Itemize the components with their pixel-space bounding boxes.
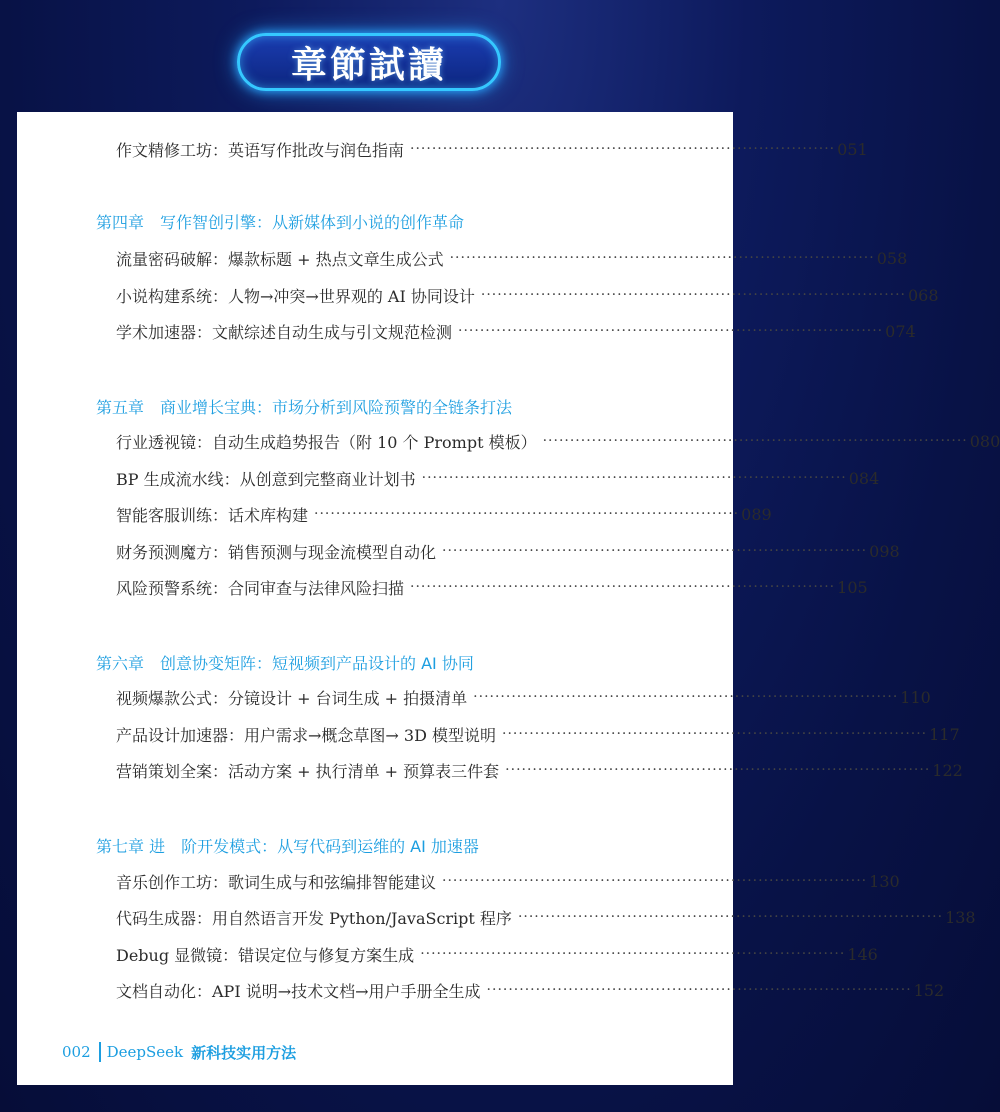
toc-leader: ··············································································: [473, 689, 899, 705]
chapter-heading-7: [96, 831, 479, 859]
toc-entry-page: 058: [876, 248, 908, 268]
section-badge: [237, 33, 501, 91]
toc-entry-page: 080: [969, 431, 1000, 451]
toc-leader: ··············································································: [410, 579, 836, 595]
chapter-number: 第七章 进: [96, 836, 166, 856]
chapter-title: 创意协变矩阵：短视频到产品设计的 AI 协同: [160, 653, 474, 673]
toc-entry-title: Debug 显微镜：错误定位与修复方案生成: [116, 945, 415, 965]
toc-entry-title: 学术加速器：文献综述自动生成与引文规范检测: [116, 322, 453, 342]
toc-leader: ··············································································: [410, 141, 836, 157]
toc-entry-page: 098: [869, 541, 900, 561]
toc-leader: ··············································································: [449, 250, 875, 266]
toc-entry-page: 138: [945, 907, 976, 927]
chapter-title: 阶开发模式：从写代码到运维的 AI 加速器: [181, 836, 479, 856]
toc-entry-page: 130: [869, 871, 900, 891]
toc-entry-title: 产品设计加速器：用户需求→概念草图→ 3D 模型说明: [116, 725, 496, 745]
toc-leader: ··············································································: [458, 323, 884, 339]
toc-entry: [116, 318, 916, 344]
toc-entry-page: 117: [929, 724, 960, 744]
toc-entry: [116, 721, 960, 747]
toc-entry-title: 营销策划全案：活动方案 + 执行清单 + 预算表三件套: [116, 761, 500, 781]
footer-divider: [99, 1042, 101, 1062]
toc-leader: ··············································································: [517, 909, 944, 925]
footer-book-subtitle: 新科技实用方法: [191, 1043, 297, 1062]
toc-entry-title: 作文精修工坊：英语写作批改与润色指南: [116, 140, 405, 160]
toc-entry: [116, 245, 908, 271]
toc-entry-page: 122: [932, 760, 963, 780]
toc-entry-title: 流量密码破解：爆款标题 + 热点文章生成公式: [116, 249, 444, 269]
footer-brand: DeepSeek: [106, 1043, 184, 1061]
toc-entry-title: 风险预警系统：合同审查与法律风险扫描: [116, 578, 405, 598]
toc-entry: [116, 757, 963, 783]
toc-entry-page: 068: [908, 285, 939, 305]
toc-entry: [116, 904, 976, 930]
toc-entry-title: BP 生成流水线：从创意到完整商业计划书: [116, 469, 416, 489]
toc-entry: [116, 977, 945, 1003]
chapter-heading-6: [96, 648, 474, 676]
page-footer: [62, 1040, 296, 1064]
toc-entry-page: 110: [900, 687, 931, 707]
toc-entry-title: 文档自动化：API 说明→技术文档→用户手册全生成: [116, 981, 481, 1001]
toc-entry: [116, 941, 878, 967]
toc-entry-page: 084: [848, 468, 880, 488]
toc-entry: [116, 684, 931, 710]
chapter-number: 第四章: [96, 212, 145, 232]
toc-entry-page: 051: [837, 139, 868, 159]
toc-leader: ··············································································: [480, 287, 906, 303]
chapter-number: 第五章: [96, 397, 145, 417]
toc-entry: [116, 465, 880, 491]
toc-entry-page: 074: [885, 321, 916, 341]
toc-entry: [116, 868, 900, 894]
toc-leader: ··············································································: [486, 982, 912, 998]
toc-leader: ··············································································: [502, 726, 928, 742]
toc-entry: [116, 574, 868, 600]
chapter-title: 写作智创引擎：从新媒体到小说的创作革命: [160, 212, 465, 232]
toc-entry-title: 财务预测魔方：销售预测与现金流模型自动化: [116, 542, 437, 562]
toc-leader: ··············································································: [542, 433, 968, 449]
chapter-heading-5: [96, 392, 512, 420]
toc-entry: [116, 428, 1000, 454]
toc-leader: ··············································································: [505, 762, 931, 778]
toc-entry-page: 105: [837, 577, 868, 597]
toc-entry-title: 智能客服训练：话术库构建: [116, 505, 309, 525]
toc-entry-page: 146: [847, 944, 878, 964]
chapter-heading-4: [96, 207, 464, 235]
toc-leader: ··············································································: [314, 506, 740, 522]
chapter-title: 商业增长宝典：市场分析到风险预警的全链条打法: [160, 397, 513, 417]
chapter-number: 第六章: [96, 653, 145, 673]
toc-leader: ··············································································: [420, 946, 846, 962]
toc-entry-title: 视频爆款公式：分镜设计 + 台词生成 + 拍摄清单: [116, 688, 468, 708]
toc-leader: ··············································································: [442, 543, 868, 559]
footer-page-number: 002: [62, 1043, 91, 1061]
toc-entry-page: 089: [741, 504, 772, 524]
section-badge-title: 章節試讀: [290, 44, 447, 86]
toc-leader: ··············································································: [421, 470, 847, 486]
toc-entry-title: 小说构建系统：人物→冲突→世界观的 AI 协同设计: [116, 286, 475, 306]
toc-entry: [116, 282, 939, 308]
toc-entry-title: 行业透视镜：自动生成趋势报告（附 10 个 Prompt 模板）: [116, 432, 537, 452]
toc-entry: [116, 538, 900, 564]
toc-entry-title: 音乐创作工坊：歌词生成与和弦编排智能建议: [116, 872, 437, 892]
toc-entry: [116, 501, 772, 527]
toc-entry-page: 152: [913, 980, 945, 1000]
toc-leader: ··············································································: [442, 873, 868, 889]
toc-entry-title: 代码生成器：用自然语言开发 Python/JavaScript 程序: [116, 908, 512, 928]
toc-entry: [116, 136, 868, 162]
